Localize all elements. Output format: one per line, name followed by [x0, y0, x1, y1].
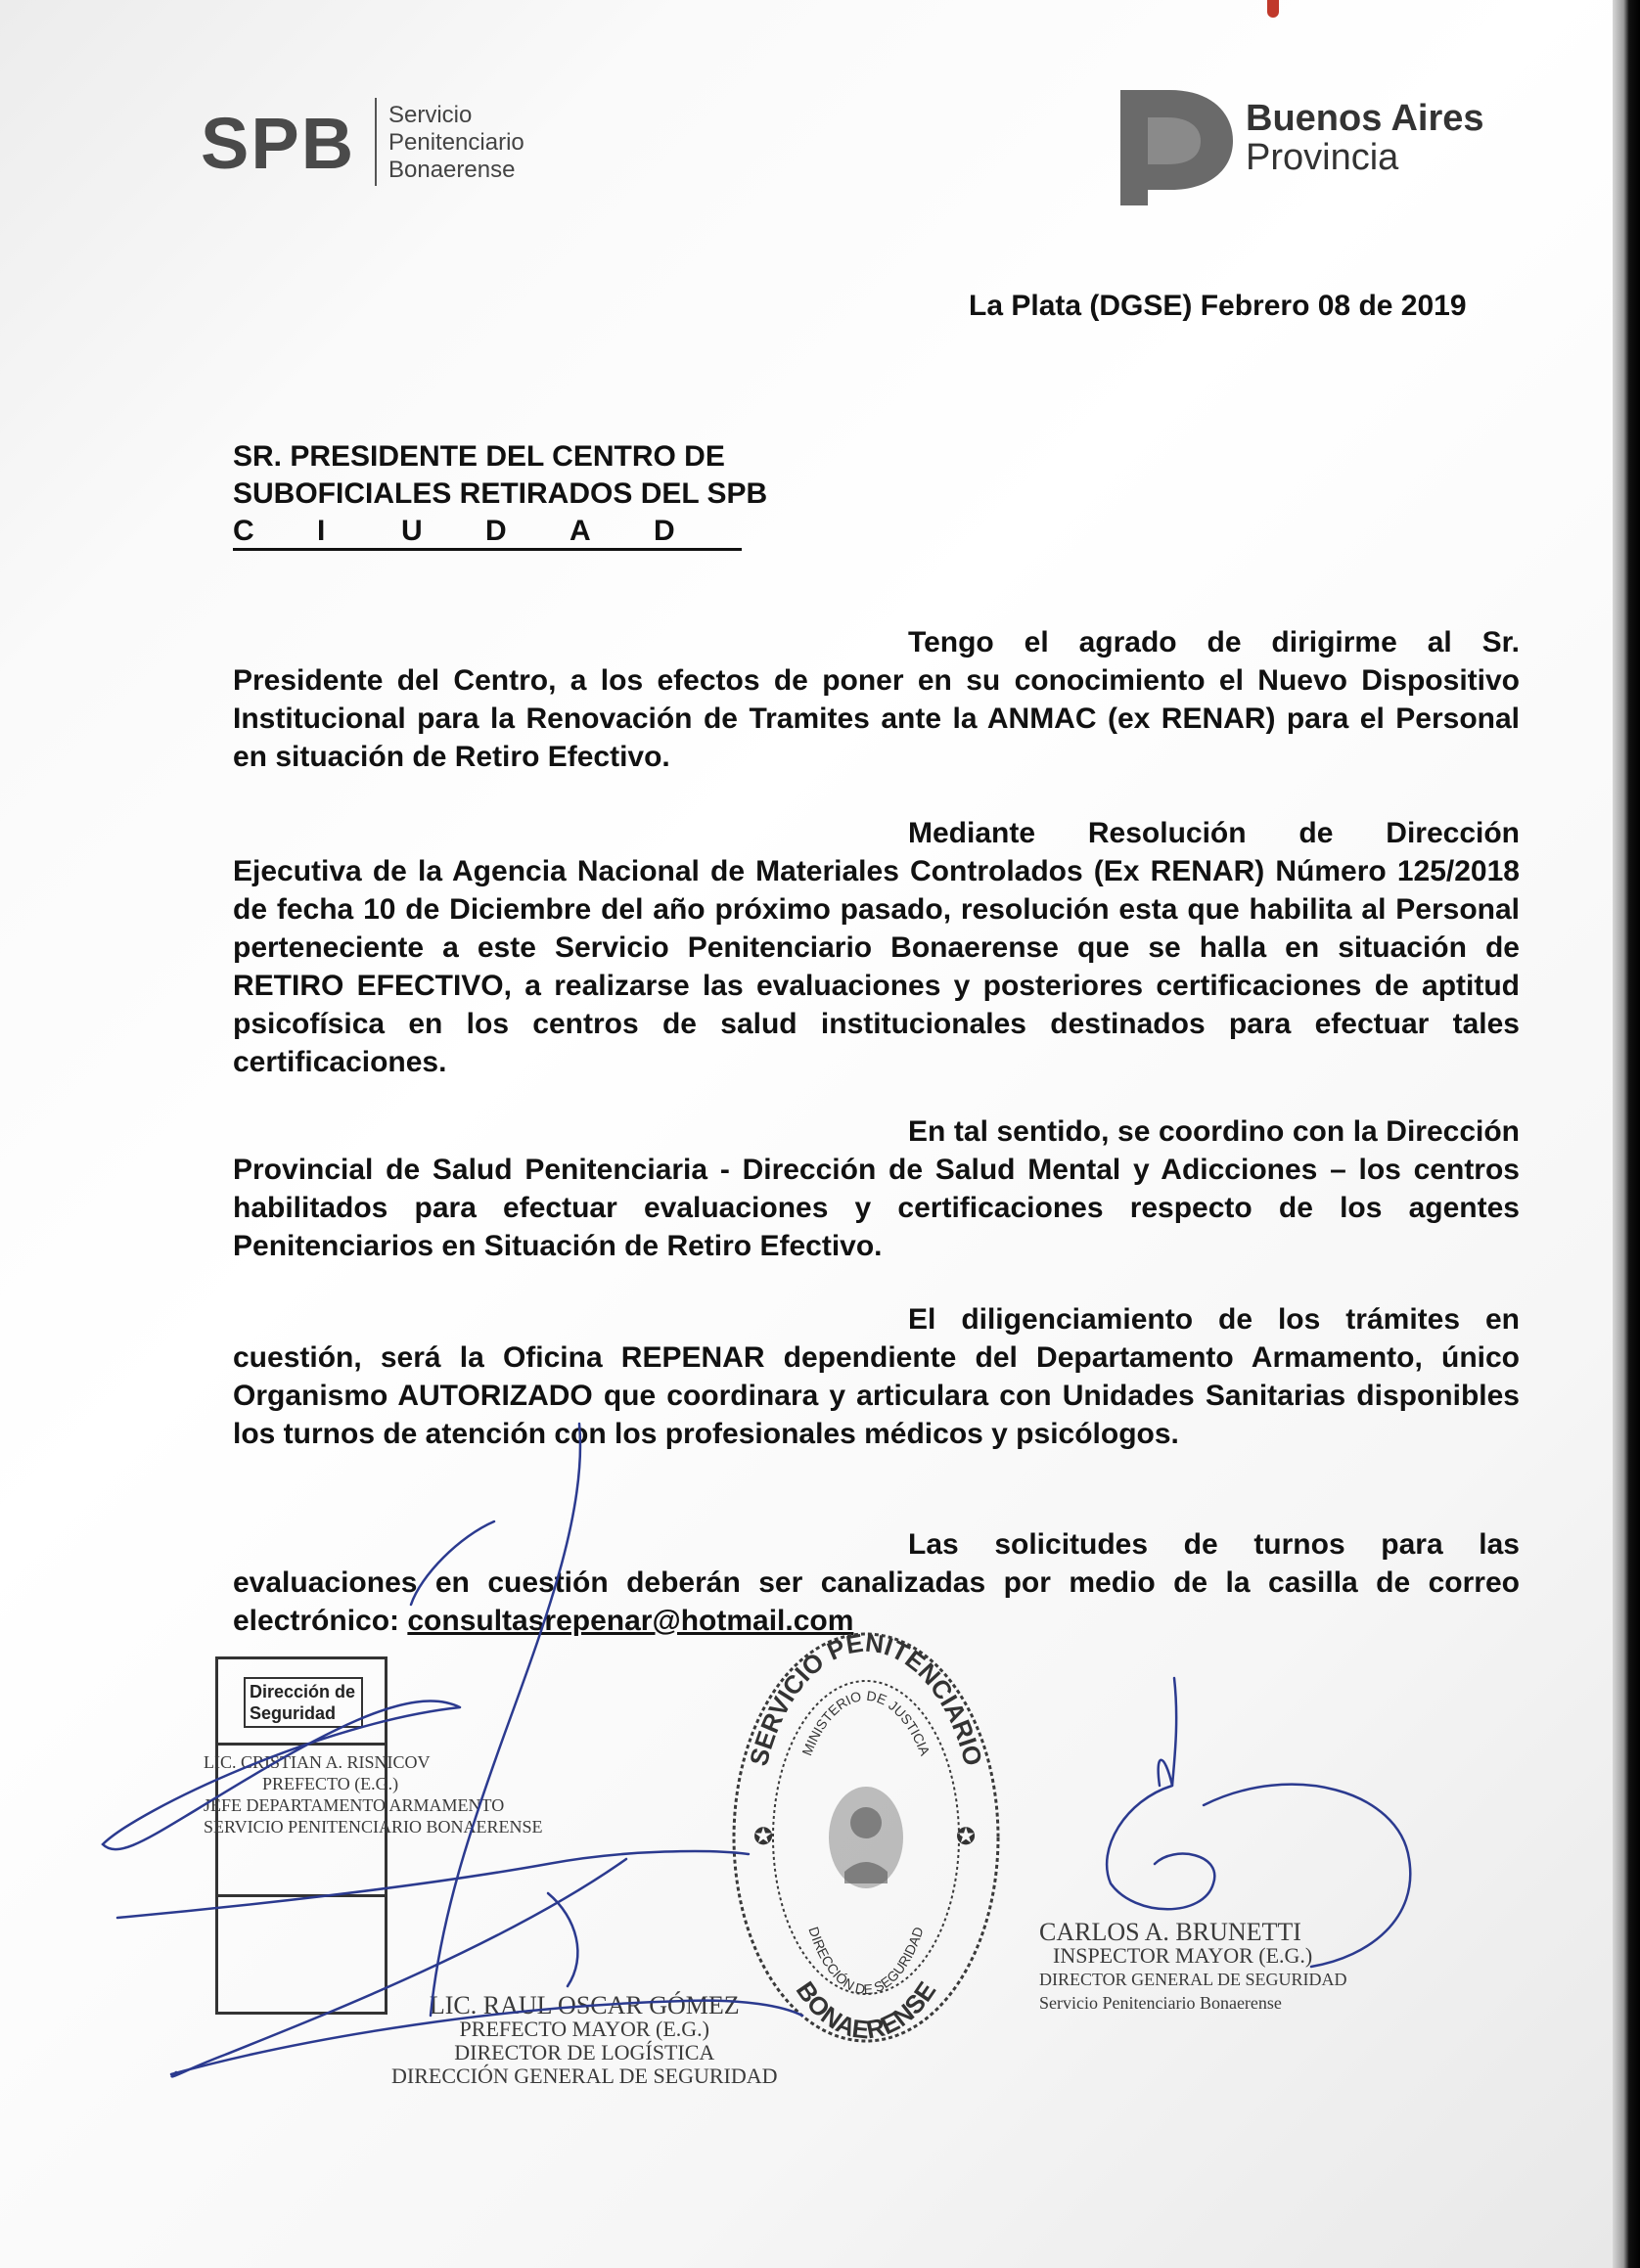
- signer-org: DIRECCIÓN GENERAL DE SEGURIDAD: [391, 2064, 778, 2088]
- city-letter: D: [485, 515, 507, 547]
- svg-text:SERVICIO PENITENCIARIO: [744, 1628, 988, 1769]
- stamp-box-label: [244, 1677, 363, 1728]
- spb-logo-letters: SPB: [201, 103, 356, 184]
- ink-speck: [1267, 0, 1279, 18]
- signer-name: CARLOS A. BRUNETTI: [1039, 1918, 1301, 1946]
- signature-block-armament: [204, 1751, 543, 1837]
- body-paragraph: Mediante Resolución de Dirección Ejecutiva de la Agencia Nacional de Materiales Controlados (Ex RENAR) Número 125/2018 de fecha 10 de Diciembre del año próximo pasado, resolución esta que habilita al Personal perteneciente a este Servicio Penitenciario Bonaerense que se halla en situación de RETIRO EFECTIVO, a realizarse las evaluaciones y posteriores certificaciones de aptitud psicofísica en los centros de salud institucionales destinados para efectuar tales certificaciones.: [233, 817, 1520, 1078]
- svg-text:MINISTERIO DE JUSTICIA: [798, 1688, 934, 1758]
- scan-edge: [1613, 0, 1640, 2268]
- stamp-box-label-line: Dirección de: [250, 1682, 356, 1701]
- seal-emblem-icon: [829, 1787, 903, 1888]
- addressee-block: [233, 438, 767, 513]
- signer-rank: INSPECTOR MAYOR (E.G.): [1053, 1943, 1313, 1968]
- city-letter: C: [233, 515, 254, 547]
- seal-inner-top-text: MINISTERIO DE JUSTICIA: [798, 1687, 934, 1758]
- signer-rank: PREFECTO MAYOR (E.G.): [459, 2017, 710, 2041]
- province-p-icon: [1111, 80, 1238, 207]
- addressee-city: [233, 515, 742, 551]
- seal-outer-bottom-text: BONAERENSE: [790, 1975, 942, 2045]
- addressee-line: SR. PRESIDENTE DEL CENTRO DE: [233, 440, 725, 473]
- signer-name: LIC. RAUL OSCAR GÓMEZ: [429, 1991, 740, 2019]
- signer-role: DIRECTOR GENERAL DE SEGURIDAD: [1039, 1970, 1347, 1989]
- spb-logo-divider: [375, 98, 377, 186]
- stamp-box-divider: [218, 1743, 385, 1746]
- city-letter: A: [569, 515, 591, 547]
- body-paragraph: Tengo el agrado de dirigirme al Sr. Presidente del Centro, a los efectos de poner en su conocimiento el Nuevo Dispositivo Institucional para la Renovación de Tramites ante la ANMAC (ex RENAR) para el Personal en situación de Retiro Efectivo.: [233, 626, 1520, 773]
- stamp-box-label-line: Seguridad: [250, 1703, 337, 1723]
- seal-star-icon: ✪: [956, 1824, 977, 1850]
- seal-inner-bottom-text: DIRECCIÓN DE SEGURIDAD: [805, 1925, 927, 1998]
- addressee-line: SUBOFICIALES RETIRADOS DEL SPB: [233, 477, 768, 510]
- spb-logo-line: Penitenciario: [388, 129, 524, 156]
- signer-role: DIRECTOR DE LOGÍSTICA: [454, 2040, 715, 2064]
- svg-text:DIRECCIÓN DE SEGURIDAD: [805, 1925, 926, 1997]
- signer-org: SERVICIO PENITENCIARIO BONAERENSE: [204, 1817, 543, 1837]
- letter-date: La Plata (DGSE) Febrero 08 de 2019: [969, 290, 1467, 322]
- stamp-box-divider: [218, 1894, 385, 1897]
- spb-logo-line: Bonaerense: [388, 157, 516, 183]
- signer-role: JEFE DEPARTAMENTO ARMAMENTO: [204, 1795, 505, 1815]
- spb-logo-line: Servicio: [388, 102, 473, 128]
- contact-email-link[interactable]: consultasrepenar@hotmail.com: [407, 1605, 854, 1637]
- province-logo-name: Buenos Aires: [1246, 98, 1484, 139]
- signature-block-logistics: [391, 1991, 778, 2088]
- city-letter: I: [317, 515, 326, 547]
- city-letter: U: [401, 515, 423, 547]
- signer-name: LIC. CRISTIAN A. RISNICOV: [204, 1752, 431, 1772]
- closing-text: Las solicitudes de turnos para las evaluaciones en cuestión deberán ser canalizadas por medio de la casilla de correo electrónico:: [233, 1528, 1520, 1637]
- province-logo-subtitle: Provincia: [1246, 137, 1399, 178]
- seal-outer-top-text: SERVICIO PENITENCIARIO: [743, 1627, 989, 1769]
- city-letter: D: [654, 515, 675, 547]
- seal-star-icon: ✪: [753, 1824, 774, 1850]
- signer-rank: PREFECTO (E.G.): [262, 1774, 399, 1793]
- signer-org: Servicio Penitenciario Bonaerense: [1039, 1993, 1282, 2013]
- official-seal: [729, 1627, 1003, 2048]
- body-paragraph: En tal sentido, se coordino con la Dirección Provincial de Salud Penitenciaria - Dirección de Salud Mental y Adicciones – los centros habilitados para efectuar evaluaciones y certificaciones respecto de los agentes Penitenciarios en Situación de Retiro Efectivo.: [233, 1115, 1520, 1262]
- body-paragraph: El diligenciamiento de los trámites en cuestión, será la Oficina REPENAR dependiente del Departamento Armamento, único Organismo AUTORIZADO que coordinara y articulara con Unidades Sanitarias disponibles los turnos de atención con los profesionales médicos y psicólogos.: [233, 1303, 1520, 1450]
- signature-block-security-director: [1039, 1918, 1347, 2015]
- closing-paragraph: [233, 1525, 1520, 1640]
- spb-logo-text: [388, 102, 524, 184]
